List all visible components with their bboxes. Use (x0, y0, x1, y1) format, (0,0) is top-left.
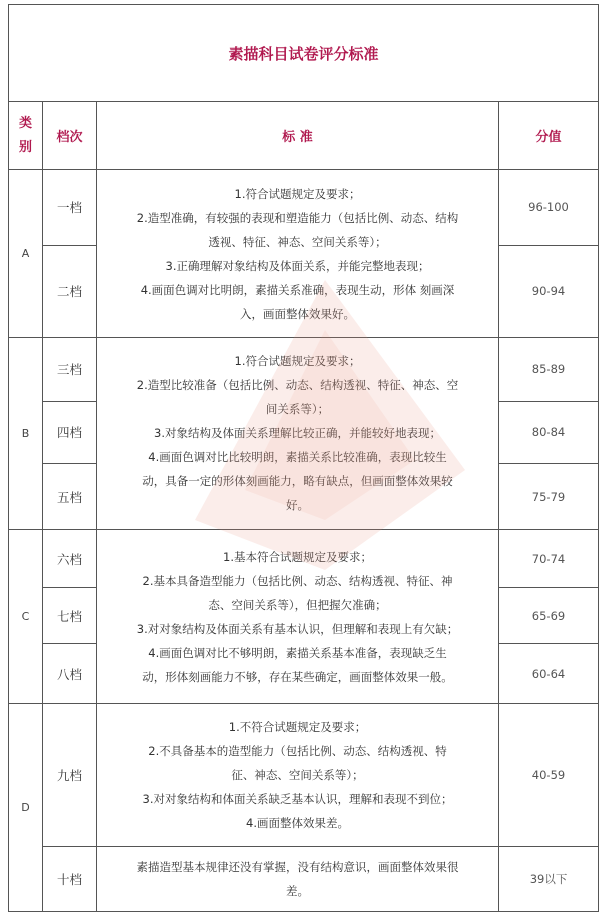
category-b: B (9, 337, 43, 529)
criteria-d-last (97, 846, 499, 911)
grade-cell: 十档 (43, 846, 97, 911)
criteria-line: 好。 (286, 498, 309, 513)
criteria-line: 1.符合试题规定及要求； (234, 186, 361, 201)
criteria-line: 4.画面色调对比明朗，素描关系准确，表现生动，形体 刻画深 (140, 282, 455, 297)
grade-cell: 五档 (43, 463, 97, 529)
score-cell: 60-64 (499, 644, 599, 704)
grade-cell: 二档 (43, 245, 97, 337)
grade-cell: 七档 (43, 588, 97, 644)
criteria-line: 入，画面整体效果好。 (240, 306, 355, 321)
score-cell: 70-74 (499, 530, 599, 588)
score-cell: 85-89 (499, 337, 599, 401)
criteria-d (97, 704, 499, 846)
category-a: A (9, 170, 43, 337)
category-d: D (9, 704, 43, 912)
criteria-line: 4.画面色调对比比较明朗，素描关系比较准确，表现比较生 (148, 450, 447, 465)
score-cell: 90-94 (499, 245, 599, 337)
criteria-line: 2.基本具备造型能力（包括比例、动态、结构透视、特征、神 (142, 573, 453, 588)
criteria-line: 4.画面色调对比不够明朗，素描关系基本准备，表现缺乏生 (148, 645, 447, 660)
criteria-line: 动，形体刻画能力不够，存在某些确定，画面整体效果一般。 (142, 669, 453, 684)
score-cell: 96-100 (499, 170, 599, 245)
grade-cell: 六档 (43, 530, 97, 588)
criteria-line: 4.画面整体效果差。 (246, 816, 349, 831)
criteria-a (97, 170, 499, 337)
criteria-line: 素描造型基本规律还没有掌握，没有结构意识，画面整体效果很 (136, 859, 459, 874)
criteria-line: 间关系等）； (265, 402, 330, 417)
score-cell: 80-84 (499, 401, 599, 463)
header-grade: 档次 (43, 102, 97, 170)
header-criteria: 标 准 (97, 102, 499, 170)
criteria-line: 3.对对象结构和体面关系缺乏基本认识，理解和表现不到位； (142, 792, 453, 807)
criteria-line: 2.不具备基本的造型能力（包括比例、动态、结构透视、特 (148, 744, 447, 759)
criteria-line: 态、空间关系等），但把握欠准确； (208, 597, 387, 612)
grade-cell: 八档 (43, 644, 97, 704)
criteria-line: 2.造型比较准备（包括比例、动态、结构透视、特征、神态、空 (136, 378, 459, 393)
criteria-line: 征、神态、空间关系等）； (231, 768, 364, 783)
criteria-line: 3.对象结构及体面关系理解比较正确，并能较好地表现； (154, 426, 441, 441)
category-c: C (9, 530, 43, 704)
criteria-line: 差。 (286, 883, 309, 898)
score-cell: 75-79 (499, 463, 599, 529)
criteria-line: 3.对对象结构及体面关系有基本认识，但理解和表现上有欠缺； (136, 621, 459, 636)
scoring-table (8, 4, 599, 912)
header-category (9, 102, 43, 170)
header-score: 分值 (499, 102, 599, 170)
score-cell: 39以下 (499, 846, 599, 911)
criteria-b (97, 337, 499, 529)
criteria-line: 动，具备一定的形体刻画能力，略有缺点，但画面整体效果较 (142, 474, 453, 489)
grade-cell: 三档 (43, 337, 97, 401)
score-cell: 65-69 (499, 588, 599, 644)
criteria-line: 3.正确理解对象结构及体面关系，并能完整地表现； (165, 258, 430, 273)
header-category-char1: 类 (18, 115, 32, 131)
grade-cell: 四档 (43, 401, 97, 463)
header-category-char2: 别 (18, 139, 32, 155)
criteria-line: 透视、特征、神态、空间关系等）； (208, 234, 387, 249)
table-title: 素描科目试卷评分标准 (9, 5, 599, 102)
criteria-line: 2.造型准确，有较强的表现和塑造能力（包括比例、动态、结构 (136, 210, 459, 225)
criteria-line: 1.基本符合试题规定及要求； (223, 549, 372, 564)
grade-cell: 九档 (43, 704, 97, 846)
criteria-line: 1.符合试题规定及要求； (234, 354, 361, 369)
score-cell: 40-59 (499, 704, 599, 846)
criteria-line: 1.不符合试题规定及要求； (228, 720, 367, 735)
criteria-c (97, 530, 499, 704)
grade-cell: 一档 (43, 170, 97, 245)
